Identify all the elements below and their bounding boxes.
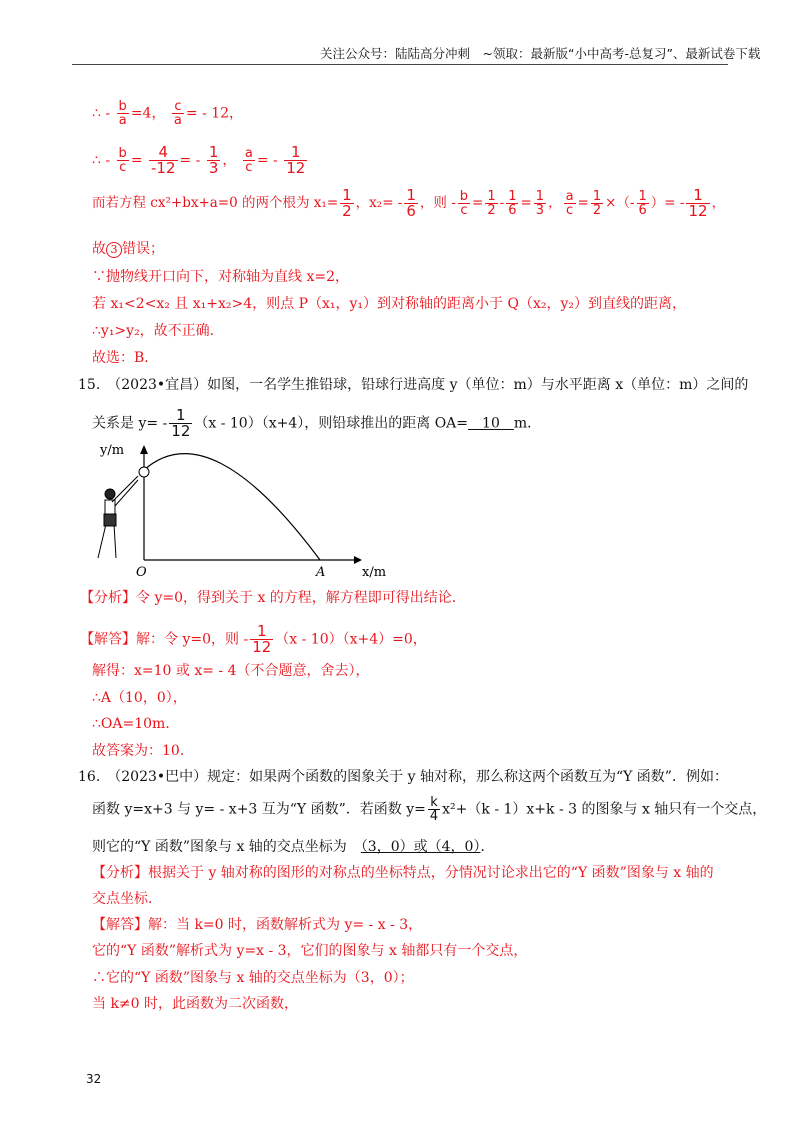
solution-line: ∴它的“Y 函数”图象与 x 轴的交点坐标为（3，0）； [92, 970, 414, 986]
shot-ball [139, 467, 149, 477]
solution-line: ∴ - $\frac{b}{c}$ = $\frac{4}{-12}$ = - $\frac{1}{3}$ ， $\frac{a}{c}$ = - $\frac{1}{12}$ [92, 143, 306, 177]
solution-line: ∴y₁>y₂，故不正确． [92, 323, 224, 339]
text: =4， [130, 105, 166, 122]
fraction: $\frac{c}{a}$ [173, 99, 182, 128]
solution-line: 解得：x=10 或 x= - 4（不合题意，舍去）， [92, 663, 370, 679]
solution-line: ∴A（10，0）， [92, 690, 187, 706]
analysis-15: 【分析】令 y=0，得到关于 x 的方程，解方程即可得出结论． [80, 590, 466, 606]
question-16-text: 16. （2023•巴中）规定：如果两个函数的图象关于 y 轴对称，那么称这两个函数互为“Y 函数”．例如： [78, 769, 728, 785]
analysis-16: 【分析】根据关于 y 轴对称的图形的对称点的坐标特点，分情况讨论求出它的“Y 函数”图象与 x 轴的 [92, 865, 714, 881]
header-rule [72, 64, 728, 65]
solution-line: 当 k≠0 时，此函数为二次函数， [92, 996, 299, 1012]
analysis-16-cont: 交点坐标． [92, 891, 162, 907]
page-number: 32 [86, 1072, 102, 1086]
solution-line: 它的“Y 函数”解析式为 y=x - 3，它们的图象与 x 轴都只有一个交点， [92, 943, 528, 959]
student-figure [98, 476, 138, 558]
y-axis-label: y/m [100, 443, 125, 458]
question-15-relation: 关系是 y= - $\frac{1}{12}$ （x - 10）（x+4），则铅球推出的距离 OA= 10 m． [92, 406, 542, 440]
text: ∴ - [92, 105, 111, 122]
solution-line: ∵抛物线开口向下，对称轴为直线 x=2， [92, 269, 349, 285]
trajectory-curve [144, 454, 320, 560]
origin-label: O [136, 565, 147, 580]
x-axis-label: x/m [362, 565, 387, 580]
solution-16: 【解答】解：当 k=0 时，函数解析式为 y= - x - 3， [92, 917, 423, 933]
solution-line: 故 3 错误； [92, 241, 164, 257]
answer-blank: 10 [468, 415, 514, 432]
page-header: 关注公众号：陆陆高分冲刺 ~领取：最新版“小中高考-总复习”、最新试卷下载 [320, 46, 761, 61]
solution-line: ∴OA=10m． [92, 716, 180, 732]
solution-line: 若 x₁<2<x₂ 且 x₁+x₂>4，则点 P（x₁，y₁）到对称轴的距离小于 Q（x₂，y₂）到直线的距离， [92, 296, 686, 312]
point-a-label: A [316, 565, 326, 580]
circled-number: 3 [106, 242, 122, 258]
solution-line [92, 100, 243, 127]
solution-15: 【解答】解：令 y=0，则 - $\frac{1}{12}$ （x - 10）（x+4）=0， [80, 622, 427, 656]
solution-line: 而若方程 cx²+bx+a=0 的两个根为 x₁= $\frac{1}{2}$ ，x₂= - $\frac{1}{6}$ ，则 - $\frac{b}{c}$ = $\frac{1}{2}$ - $\frac{1}{6}$ = $\frac{1}{3}$ ， $\frac{a}{c}$ = $\frac{1}{2}$ ×（- $\frac{1}{6}$ ）= - $\frac{1}{12}$ ， [92, 186, 726, 220]
question-15-text: 15. （2023•宜昌）如图，一名学生推铅球，铅球行进高度 y（单位：m）与水平距离 x（单位：m）之间的 [78, 377, 749, 393]
fraction: $\frac{b}{a}$ [118, 99, 127, 128]
text: = - 12， [185, 105, 244, 122]
answer-blank: （3，0）或（4，0） [360, 839, 481, 855]
solution-line: 故选：B． [92, 350, 159, 366]
question-16-function: 函数 y=x+3 与 y= - x+3 互为“Y 函数”．若函数 y= $\frac{k}{4}$ x²+（k - 1）x+k - 3 的图象与 x 轴只有一个交点， [92, 795, 767, 824]
shot-put-figure [92, 442, 392, 582]
question-16-blank: 则它的“Y 函数”图象与 x 轴的交点坐标为 （3，0）或（4，0）． [92, 839, 495, 855]
solution-line: 故答案为：10． [92, 743, 194, 759]
